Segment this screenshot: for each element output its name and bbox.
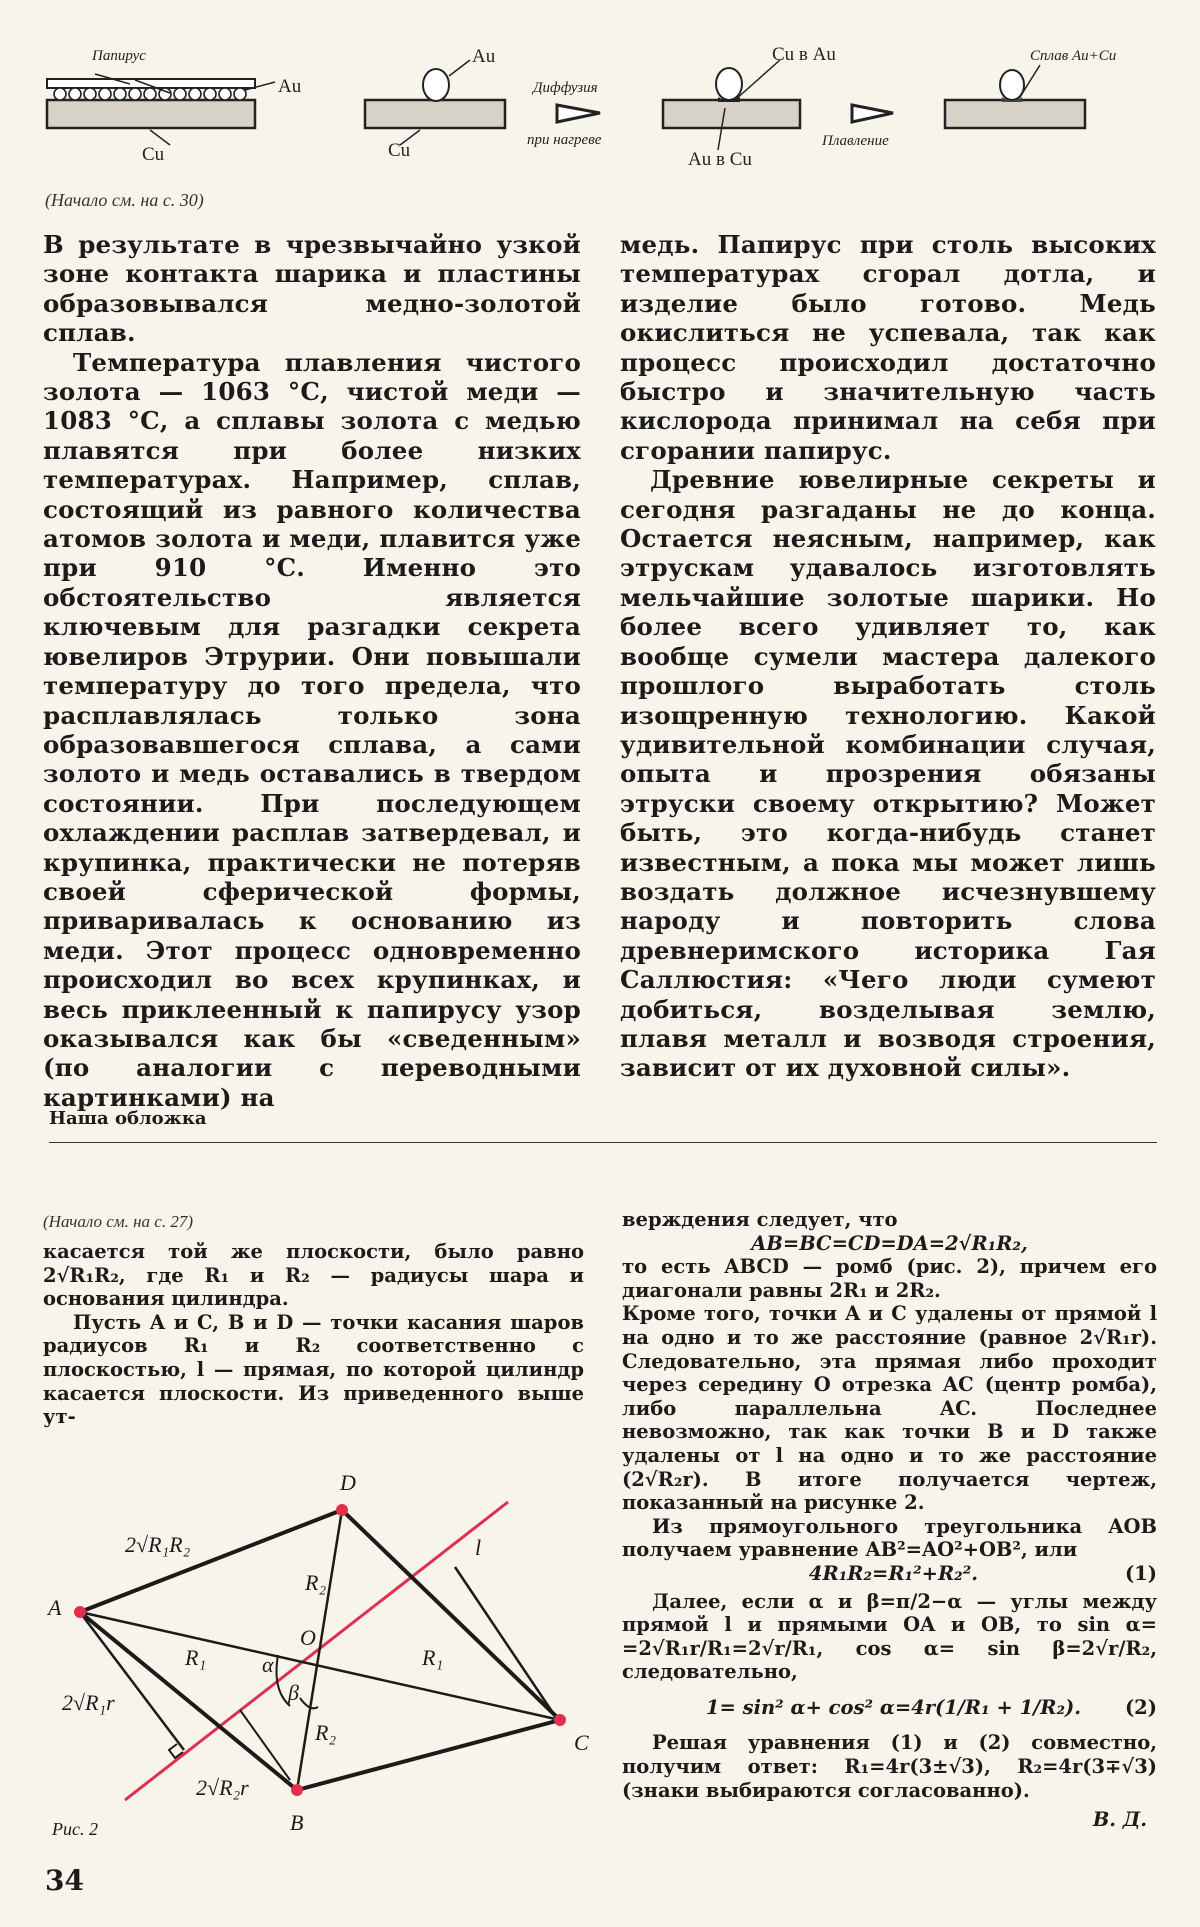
- paragraph: то есть ABCD — ромб (рис. 2), причем его диагонали равны 2R₁ и 2R₂.: [622, 1255, 1157, 1302]
- paragraph: касается той же плоскости, было равно 2√R₁R₂, где R₁ и R₂ — радиусы шара и основания цилиндра.: [43, 1240, 584, 1311]
- label-o: O: [300, 1625, 316, 1650]
- paragraph: Далее, если α и β=π/2−α — углы между прямой l и прямыми OA и OB, то sin α= =2√R₁r/R₁=2√r/R₁, cos α= sin β=2√r/R₂, следовательно,: [622, 1589, 1157, 1684]
- label-beta: β: [288, 1680, 299, 1705]
- perp-b: [240, 1710, 290, 1780]
- label-a: A: [48, 1595, 62, 1620]
- equation-2-formula: 1= sin² α+ cos² α=4r(1/R₁ + 1/R₂).: [705, 1695, 1082, 1719]
- paragraph: медь. Папирус при столь высоких температурах сгорал дотла, и изделие было готово. Медь окислиться не успевала, так как процесс происходил достаточно быстро и значительную часть кислорода принимал на себя при сгорании папирус.: [620, 230, 1156, 465]
- label-ob: R₂: [315, 1720, 337, 1745]
- label-cu-in-au: Cu в Au: [772, 44, 836, 65]
- signature: В. Д.: [1092, 1808, 1147, 1832]
- figure-caption: Рис. 2: [52, 1819, 98, 1839]
- equation-1: [622, 1562, 1157, 1586]
- label-l: l: [475, 1535, 482, 1560]
- article2-left-column: [43, 1240, 584, 1429]
- diagonal-ac: [80, 1612, 560, 1720]
- label-dist-a: 2√R₁r: [62, 1690, 115, 1715]
- label-au-2: Au: [472, 46, 496, 67]
- page-number: 34: [45, 1864, 84, 1897]
- continued-note-1: (Начало см. на с. 30): [45, 190, 204, 210]
- paragraph: Кроме того, точки A и C удалены от прямой l на одно и то же расстояние (равное 2√R₁r). Следовательно, эта прямая либо проходит через середину O отрезка AC (центр ромба), либо параллельна AC. Последнее невозможно, так как точки B и D также удалены от l на одно и то же расстояние (2√R₂r). В итоге получается чертеж, показанный на рисунке 2.: [622, 1302, 1157, 1515]
- equation-2-number: (2): [1124, 1695, 1157, 1719]
- copper-plate-1: [47, 100, 255, 128]
- copper-plate-2: [365, 100, 505, 128]
- article1-right-column: [620, 230, 1156, 1083]
- rhombus-figure: [0, 1450, 600, 1870]
- label-papyrus: Папирус: [92, 48, 146, 64]
- copper-plate-3: [663, 100, 800, 128]
- gold-balls-row: [54, 88, 246, 100]
- label-cu-1: Cu: [142, 144, 165, 165]
- equation-1-formula: 4R₁R₂=R₁²+R₂².: [808, 1561, 979, 1585]
- article2-right-column: [622, 1208, 1157, 1832]
- point-c: [554, 1714, 566, 1726]
- paragraph: В результате в чрезвычайно узкой зоне контакта шарика и пластины образовывался медно-золотой сплав.: [43, 230, 581, 348]
- label-cu-2: Cu: [388, 140, 411, 161]
- label-od: R₂: [305, 1570, 327, 1595]
- label-heating: при нагреве: [527, 132, 602, 148]
- equation-1-number: (1): [1124, 1561, 1157, 1585]
- equation-2: [622, 1696, 1157, 1720]
- paragraph: Из прямоугольного треугольника AOB получаем уравнение AB²=AO²+OB², или: [622, 1514, 1157, 1562]
- formula-rhombus: AB=BC=CD=DA=2√R₁R₂,: [751, 1231, 1028, 1255]
- label-melting: Плавление: [822, 133, 889, 149]
- label-ao: R₁: [185, 1645, 207, 1670]
- label-alpha: α: [262, 1652, 274, 1677]
- label-oc: R₁: [422, 1645, 444, 1670]
- point-d: [336, 1504, 348, 1516]
- point-b: [291, 1784, 303, 1796]
- continued-note-2: (Начало см. на с. 27): [43, 1212, 193, 1231]
- label-c: C: [574, 1730, 589, 1755]
- label-au-1: Au: [278, 76, 302, 97]
- label-diffusion: Диффузия: [533, 80, 598, 96]
- paragraph: Температура плавления чистого золота — 1063 °С, чистой меди — 1083 °С, а сплавы золота с медью плавятся при более низких температурах. Например, сплав, состоящий из равного количества атомов золота и меди, плавится уже при 910 °С. Именно это обстоятельство является ключевым для разгадки секрета ювелиров Этрурии. Они повышали температуру до того предела, что расплавлялась только зона образовавшегося сплава, а сами золото и медь оставались в твердом состоянии. При последующем охлаждении расплав затвердевал, и крупинка, практически не потеряв своей сферической формы, приваривалась к основанию из меди. Этот процесс одновременно происходил во всех крупинках, и весь приклеенный к папирусу узор оказывался как бы «сведенным» (по аналогии с переводными картинками) на: [43, 347, 581, 1112]
- arrow-diffusion-icon: [557, 105, 600, 122]
- gold-ball-2: [423, 69, 449, 101]
- angle-beta-arc: [300, 1698, 318, 1708]
- copper-plate-4: [945, 100, 1085, 128]
- point-a: [74, 1606, 86, 1618]
- diagonal-bd: [297, 1510, 342, 1790]
- label-alloy: Сплав Au+Cu: [1030, 48, 1117, 64]
- section-title: Наша обложка: [49, 1108, 207, 1129]
- arrow-melting-icon: [852, 105, 893, 122]
- paragraph: Древние ювелирные секреты и сегодня разгаданы не до конца. Остается неясным, например, как этрускам удавалось изготовлять мельчайшие золотые шарики. Но более всего удивляет то, как вообще сумели мастера далекого прошлого выработать столь изощренную технологию. Какой удивительной комбинации случая, опыта и прозрения обязаны этруски своему открытию? Может быть, это когда-нибудь станет известным, а пока мы может лишь воздать должное исчезнувшему народу и повторить слова древнеримского историка Гая Саллюстия: «Чего люди сумеют добиться, возделывая землю, плавя металл и возводя строения, зависит от их духовной силы».: [620, 465, 1156, 1083]
- article1-left-column: [43, 230, 581, 1112]
- label-d: D: [340, 1470, 356, 1495]
- label-side-ad: 2√R₁R₂: [125, 1532, 191, 1557]
- label-dist-b: 2√R₂r: [196, 1775, 249, 1800]
- label-b: B: [290, 1810, 304, 1835]
- diffusion-figure: [0, 0, 1200, 190]
- paragraph: верждения следует, что: [622, 1208, 898, 1231]
- section-divider: [49, 1142, 1157, 1143]
- label-au-in-cu: Au в Cu: [688, 149, 752, 170]
- paragraph: Решая уравнения (1) и (2) совместно, получим ответ: R₁=4r(3±√3), R₂=4r(3∓√3) (знаки выбираются согласованно).: [622, 1731, 1157, 1802]
- gold-ball-3: [716, 68, 742, 100]
- paragraph: Пусть A и C, B и D — точки касания шаров радиусов R₁ и R₂ соответственно с плоскостью, l — прямая, по которой цилиндр касается плоскости. Из приведенного выше ут-: [43, 1310, 584, 1429]
- perp-c: [455, 1567, 555, 1716]
